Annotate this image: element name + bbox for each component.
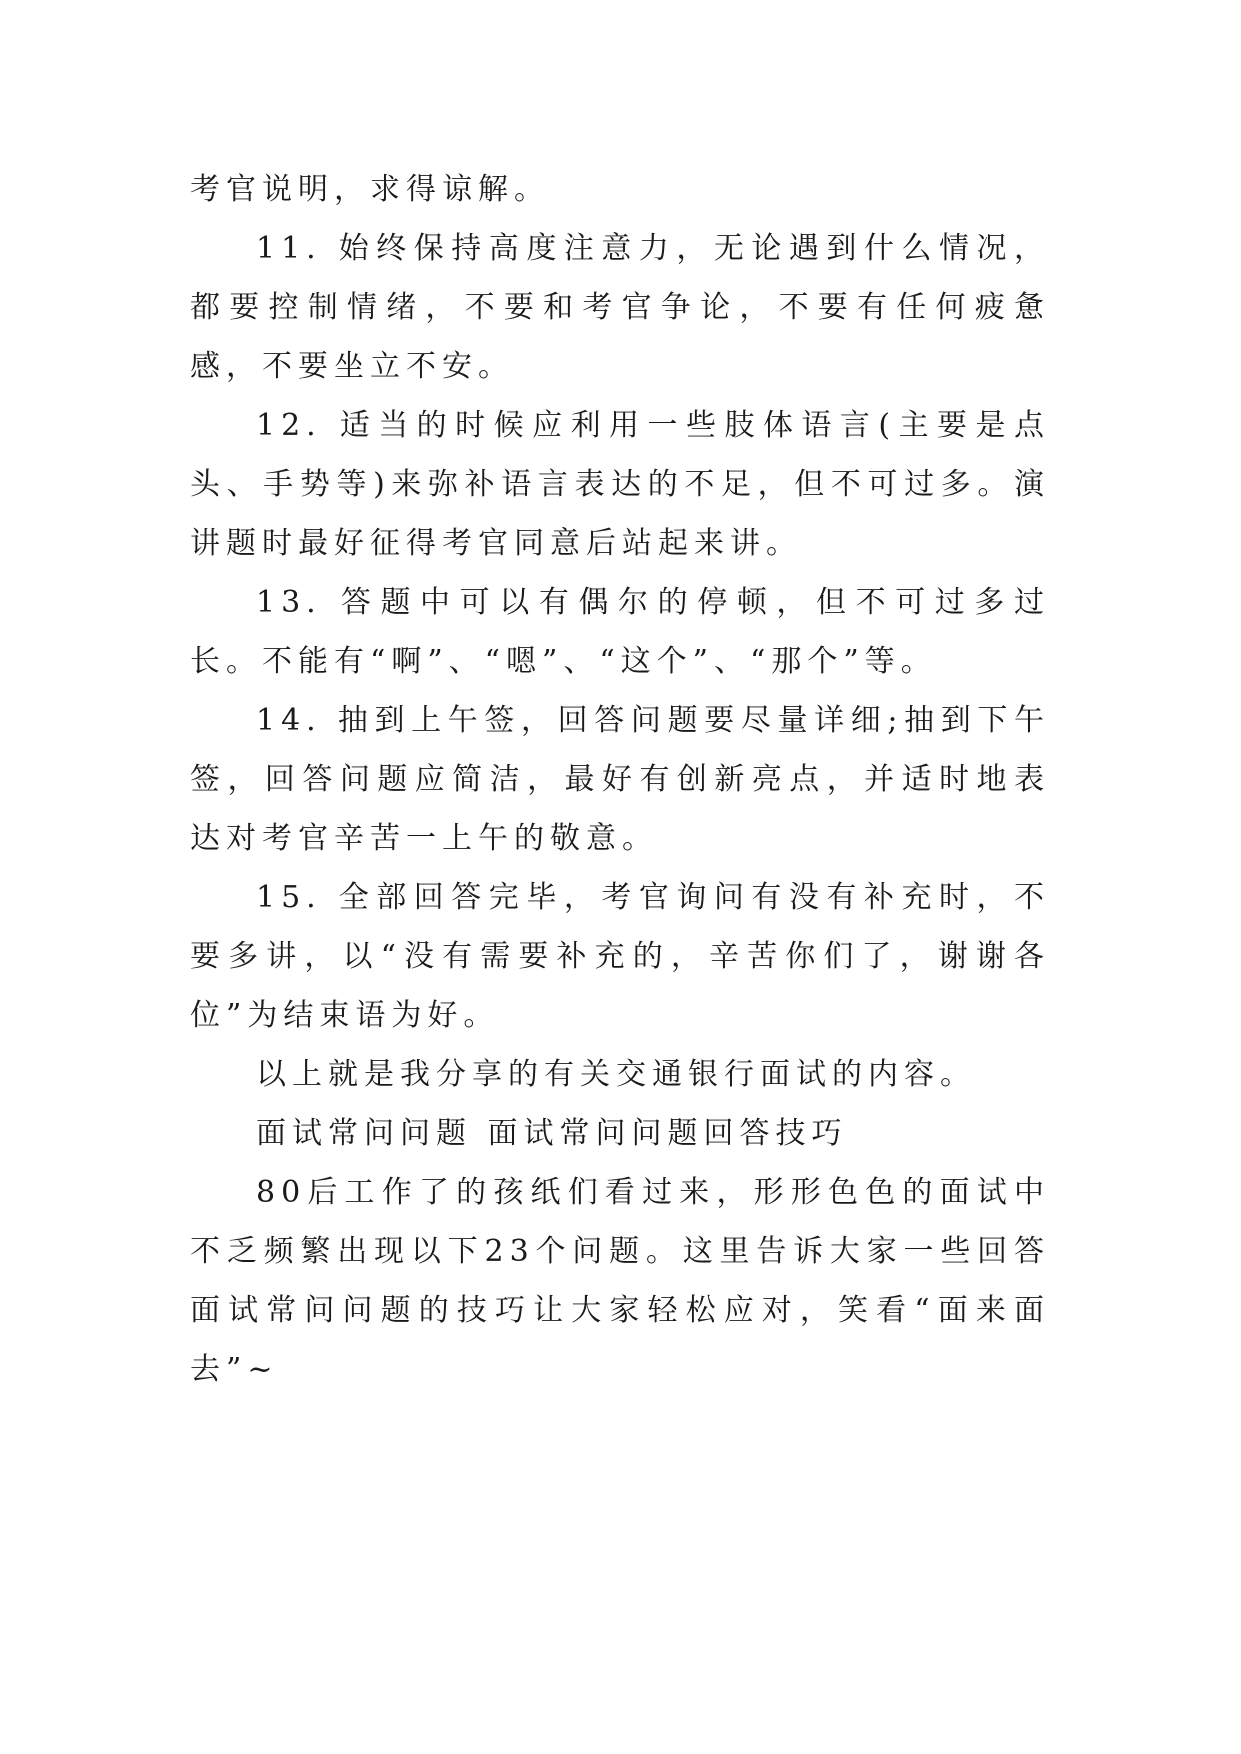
paragraph-item-15: 15. 全部回答完毕，考官询问有没有补充时，不要多讲，以“没有需要补充的，辛苦你们了，谢谢各位”为结束语为好。 [190,880,1050,1033]
paragraph-summary: 以上就是我分享的有关交通银行面试的内容。 [256,1057,976,1092]
paragraph-item-13: 13. 答题中可以有偶尔的停顿，但不可过多过长。不能有“啊”、“嗯”、“这个”、“那个”等。 [190,585,1050,679]
paragraph-intro: 80后工作了的孩纸们看过来，形形色色的面试中不乏频繁出现以下23个问题。这里告诉大家一些回答面试常问问题的技巧让大家轻松应对，笑看“面来面去”~ [190,1175,1050,1387]
section-heading: 面试常问问题 面试常问问题回答技巧 [256,1116,848,1151]
paragraph-item-12: 12. 适当的时候应利用一些肢体语言(主要是点头、手势等)来弥补语言表达的不足，但不可过多。演讲题时最好征得考官同意后站起来讲。 [190,408,1050,561]
paragraph-continuation: 考官说明，求得谅解。 [190,172,550,207]
paragraph-item-11: 11. 始终保持高度注意力，无论遇到什么情况，都要控制情绪，不要和考官争论，不要有任何疲惫感，不要坐立不安。 [190,231,1050,384]
paragraph-item-14: 14. 抽到上午签，回答问题要尽量详细;抽到下午签，回答问题应简洁，最好有创新亮点，并适时地表达对考官辛苦一上午的敬意。 [190,703,1050,856]
document-body [190,160,1050,1399]
